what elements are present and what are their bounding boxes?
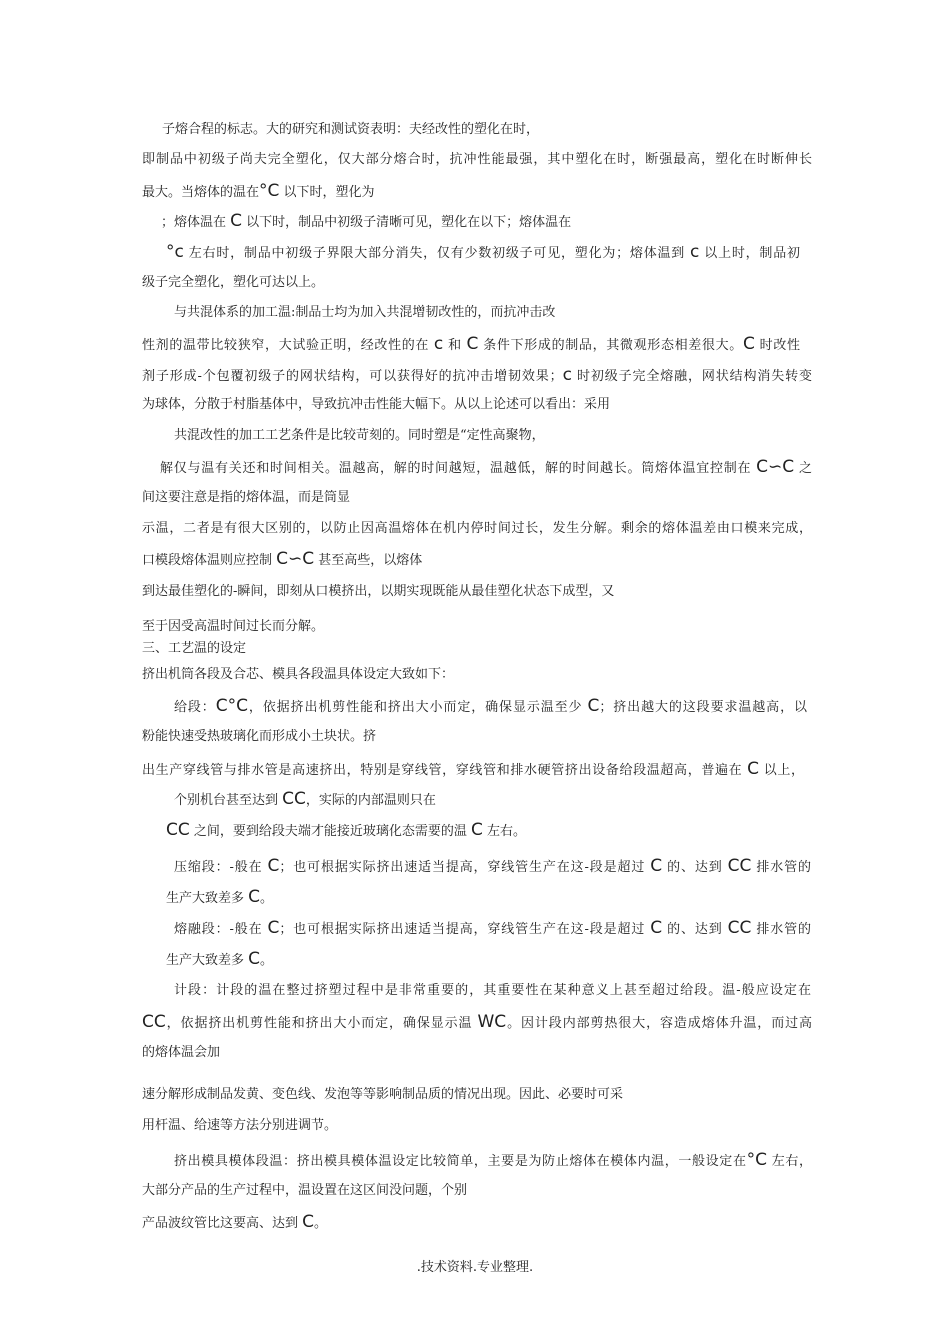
text-line: ；熔体温在 C 以下时，制品中初级子清晰可见，塑化在以下；熔体温在 <box>161 211 572 231</box>
text-line: 到达最佳塑化的-瞬间，即刻从口模挤出，以期实现既能从最佳塑化状态下成型，又 <box>142 584 615 599</box>
text-line: 粉能快速受热玻璃化而形成小土块状。挤 <box>142 729 377 744</box>
page-footer: .技术资料.专业整理. <box>416 1260 534 1275</box>
text-line: 压缩段：-般在 C；也可根据实际挤出速适当提高，穿线管生产在这-段是超过 C 的、达到 CC 排水管的 <box>174 856 812 876</box>
text-line: 至于因受高温时间过长而分解。 <box>142 619 325 634</box>
text-line: 即制品中初级子尚夫完全塑化，仅大部分熔合时，抗冲性能最强，其中塑化在时，断强最高，塑化在时断伸长 <box>142 152 812 167</box>
section-heading: 三、工艺温的设定 <box>142 641 247 656</box>
text-line: 计段：计段的温在整过挤塑过程中是非常重要的，其重要性在某种意义上甚至超过给段。温-般应设定在 <box>174 983 811 998</box>
text-line: 给段：C°C，依据挤出机剪性能和挤出大小而定，确保显示温至少 C；挤出越大的这段要求温越高，以 <box>174 696 807 716</box>
text-line: 最大。当熔体的温在°C 以下时，塑化为 <box>142 181 375 201</box>
text-line: 示温，二者是有很大区别的，以防止因高温熔体在机内停时间过长，发生分解。剩余的熔体温差由口模来完成， <box>142 521 812 536</box>
text-line: CC，依据挤出机剪性能和挤出大小而定，确保显示温 WC。因计段内部剪热很大，容造成熔体升温，而过高 <box>142 1012 812 1032</box>
text-line: °c 左右时，制品中初级子界限大部分消失，仅有少数初级子可见，塑化为；熔体温到 c 以上时，制品初 <box>166 242 800 262</box>
text-line: 的熔体温会加 <box>142 1045 221 1060</box>
text-line: 剂子形成-个包覆初级子的网状结构，可以获得好的抗冲击增韧效果；c 时初级子完全熔融，网状结构消失转变 <box>142 365 812 385</box>
text-line: 用杆温、给速等方法分别进调节。 <box>142 1118 338 1133</box>
text-line: 子熔合程的标志。大的研究和测试资表明：夫经改性的塑化在时， <box>162 122 540 137</box>
text-line: 个别机台甚至达到 CC，实际的内部温则只在 <box>174 789 436 809</box>
text-line: 与共混体系的加工温:制品士均为加入共混增韧改性的，而抗冲击改 <box>174 305 556 320</box>
text-line: 间这要注意是指的熔体温，而是筒显 <box>142 490 351 505</box>
text-line: 为球体，分散于村脂基体中，导致抗冲击性能大幅下。从以上论述可以看出：采用 <box>142 397 611 412</box>
text-line: 生产大致差多 C。 <box>166 887 274 907</box>
text-line: 挤出模具模体段温：挤出模具模体温设定比较简单，主要是为防止熔体在模体内温，一般设定在°C 左右， <box>174 1150 812 1170</box>
text-line: 解仅与温有关还和时间相关。温越高，解的时间越短，温越低，解的时间越长。筒熔体温宜控制在 C∽C 之 <box>160 457 812 477</box>
text-line: 口模段熔体温则应控制 C∽C 甚至高些，以熔体 <box>142 549 423 569</box>
text-line: 熔融段：-般在 C；也可根据实际挤出速适当提高，穿线管生产在这-段是超过 C 的、达到 CC 排水管的 <box>174 918 812 938</box>
text-line: 性剂的温带比较狭窄，大试验正明，经改性的在 c 和 C 条件下形成的制品，其微观形态相差很大。C 时改性 <box>142 334 801 354</box>
text-line: 出生产穿线管与排水管是高速挤出，特别是穿线管，穿线管和排水硬管挤出设备给段温超高，普遍在 C 以上， <box>142 759 804 779</box>
text-line: 大部分产品的生产过程中，温设置在这区间没问题，个别 <box>142 1183 468 1198</box>
text-line: 级子完全塑化，塑化可达以上。 <box>142 275 325 290</box>
text-line: 速分解形成制品发黄、变色线、发泡等等影响制品质的情况出现。因此、必要时可采 <box>142 1087 624 1102</box>
text-line: 产品波纹管比这要高、达到 C。 <box>142 1212 328 1232</box>
text-line: 生产大致差多 C。 <box>166 949 274 969</box>
text-line: 共混改性的加工工艺条件是比较苛刻的。同时塑是“定性高聚物， <box>174 428 545 443</box>
text-line: CC 之间，要到给段夫端才能接近玻璃化态需要的温 C 左右。 <box>166 820 527 840</box>
text-line: 挤出机筒各段及合芯、模具各段温具体设定大致如下： <box>142 667 455 682</box>
